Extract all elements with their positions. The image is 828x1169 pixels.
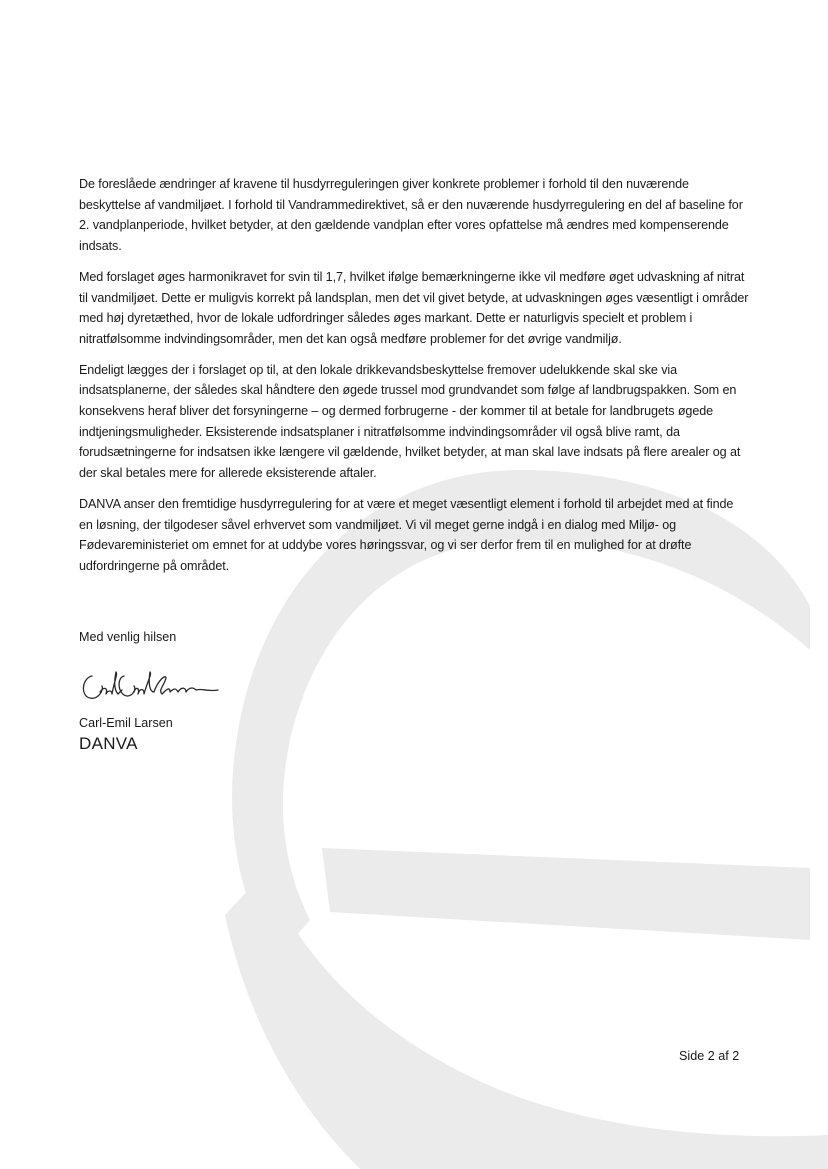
paragraph-3: Endeligt lægges der i forslaget op til, at den lokale drikkevandsbeskyttelse fremover udelukkende skal ske via indsatsplanerne, der således skal håndtere den øgede trussel mod grundvandet som følge af landbrugspakken. Som en konsekvens heraf bliver det forsyningerne – og dermed forbrugerne - der kommer til at betale for landbrugets øgede indtjeningsmuligheder. Eksisterende indsatsplaner i nitratfølsomme indvindingsområder vil også blive ramt, da forudsætningerne for indsatsen ikke længere vil gældende, hvilket betyder, at man skal lave indsats på flere arealer og at der skal betales mere for allerede eksisterende aftaler. (79, 362, 741, 481)
closing-greeting: Med venlig hilsen (79, 630, 177, 644)
page-number: Side 2 af 2 (679, 1049, 740, 1063)
paragraph-2: Med forslaget øges harmonikravet for svin til 1,7, hvilket ifølge bemærkningerne ikke vil medføre øget udvaskning af nitrat til vandmiljøet. Dette er muligvis korrekt på landsplan, men det vil givet betyde, at udvaskningen øges væsentligt i områder med høj dyretæthed, hvor de lokale udfordringer således øges markant. Dette er naturligvis specielt et problem i nitratfølsomme indvindingsområder, men det kan også medføre problemer for det øvrige vandmiljø. (79, 269, 749, 346)
organization-name: DANVA (79, 734, 138, 753)
signer-name: Carl-Emil Larsen (79, 716, 173, 730)
paragraph-1: De foreslåede ændringer af kravene til husdyrreguleringen giver konkrete problemer i forhold til den nuværende beskyttelse af vandmiljøet. I forhold til Vandrammedirektivet, så er den nuværende husdyrregulering en del af baseline for 2. vandplanperiode, hvilket betyder, at den gældende vandplan efter vores opfattelse må ændres med kompenserende indsats. (79, 177, 743, 254)
letter-body (79, 174, 749, 587)
paragraph-4: DANVA anser den fremtidige husdyrregulering for at være et meget væsentligt element i forhold til arbejdet med at finde en løsning, der tilgodeser såvel erhvervet som vandmiljøet. Vi vil meget gerne indgå i en dialog med Miljø- og Fødevareministeriet om emnet for at uddybe vores høringssvar, og vi ser derfor frem til en mulighed for at drøfte udfordringerne på området. (79, 496, 734, 573)
handwritten-signature (78, 660, 223, 710)
watermark-band (322, 848, 810, 940)
